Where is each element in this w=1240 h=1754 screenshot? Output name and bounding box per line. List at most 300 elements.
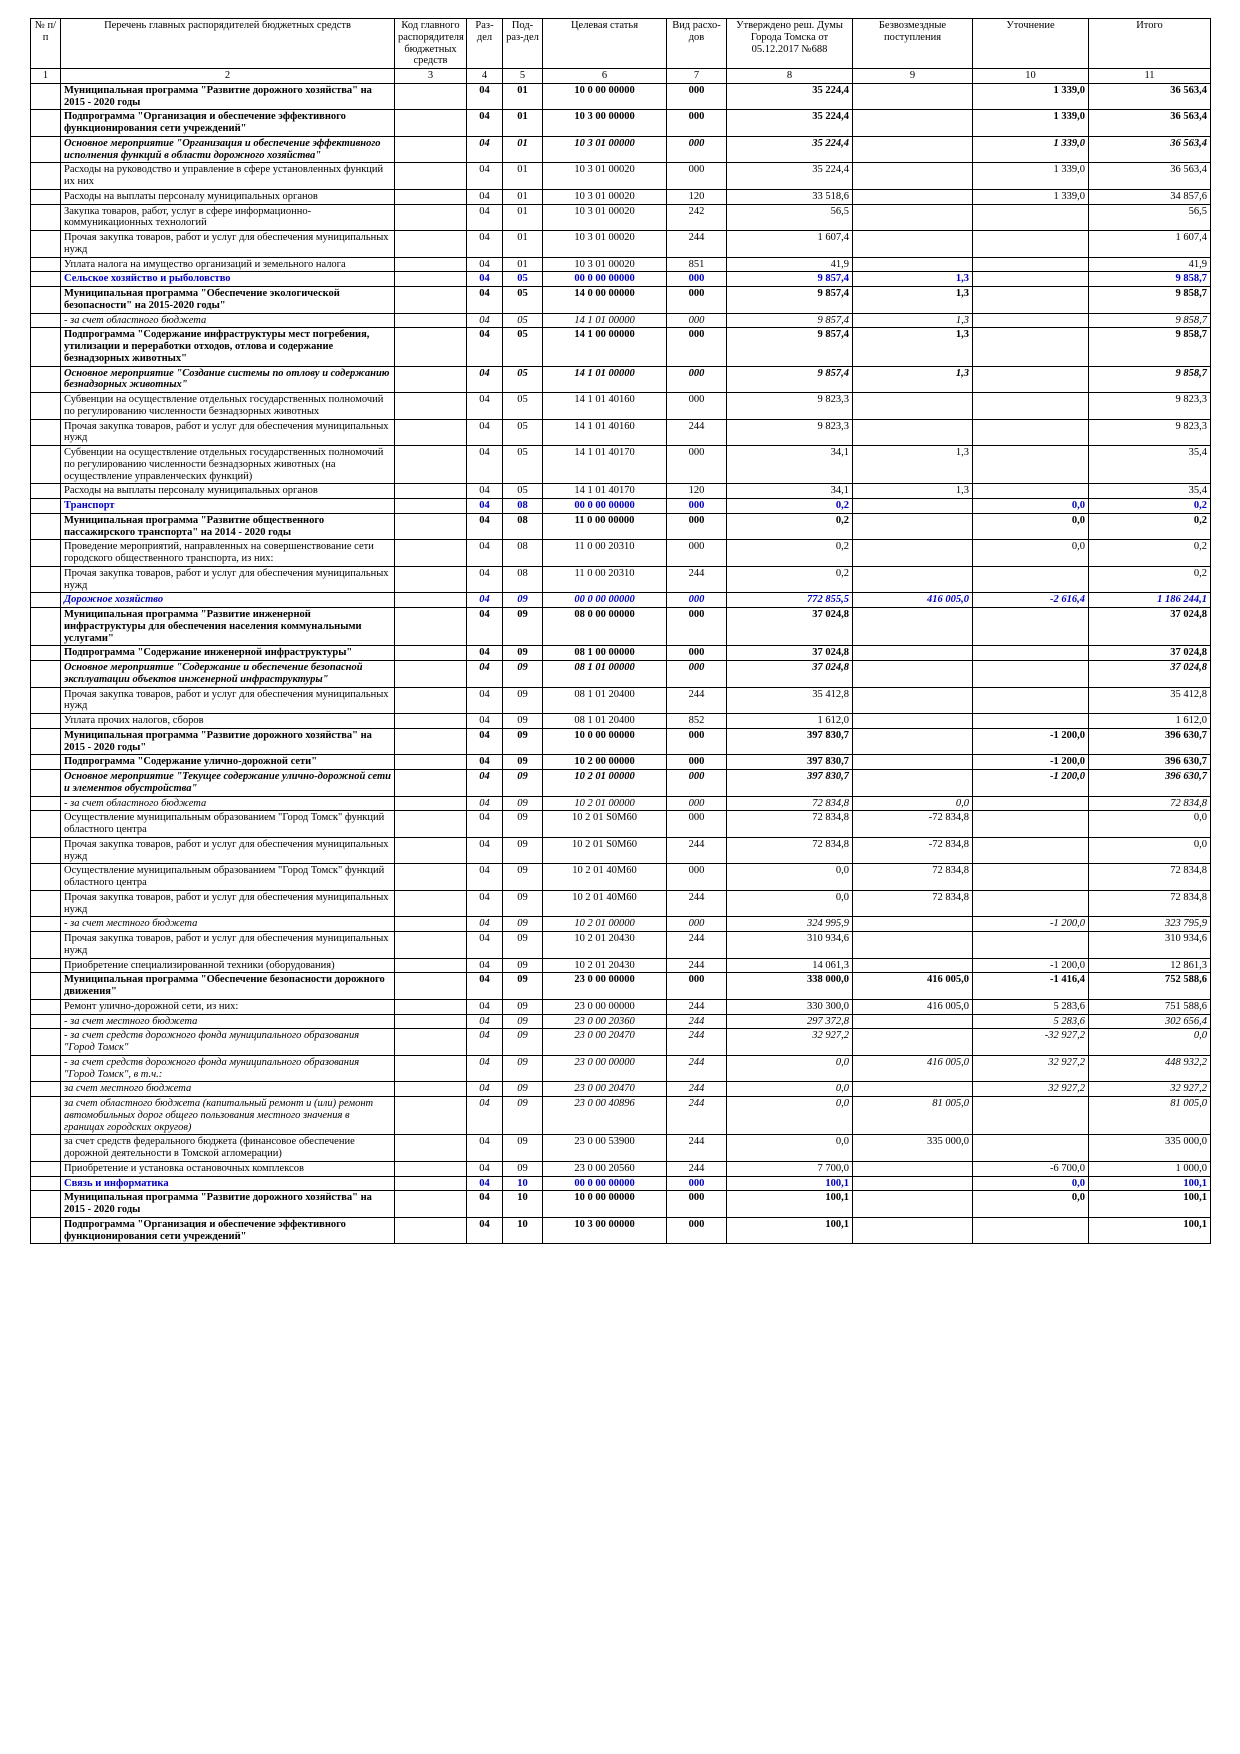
row-number <box>31 1055 61 1082</box>
row-subsection: 05 <box>503 287 543 314</box>
row-admin-code <box>395 811 467 838</box>
row-number <box>31 864 61 891</box>
row-adjustment: -1 200,0 <box>973 728 1089 755</box>
header-target-article: Целевая статья <box>543 19 667 69</box>
table-row <box>31 796 1211 811</box>
row-approved: 37 024,8 <box>727 661 853 688</box>
row-expense-type: 000 <box>667 646 727 661</box>
table-row <box>31 1217 1211 1244</box>
row-number <box>31 1191 61 1218</box>
row-admin-code <box>395 136 467 163</box>
row-subsection: 09 <box>503 1014 543 1029</box>
row-expense-type: 244 <box>667 890 727 917</box>
table-row <box>31 646 1211 661</box>
row-gratuitous <box>853 393 973 420</box>
row-total: 37 024,8 <box>1089 661 1211 688</box>
table-row <box>31 1055 1211 1082</box>
row-target-article: 14 1 01 40160 <box>543 393 667 420</box>
row-expense-type: 244 <box>667 932 727 959</box>
row-admin-code <box>395 1097 467 1135</box>
row-admin-code <box>395 837 467 864</box>
row-adjustment <box>973 272 1089 287</box>
row-adjustment <box>973 932 1089 959</box>
row-approved: 0,0 <box>727 890 853 917</box>
header-admin-code: Код главного распорядителя бюджетных средств <box>395 19 467 69</box>
row-number <box>31 811 61 838</box>
row-label: Основное мероприятие "Содержание и обеспечение безопасной эксплуатации объектов инженерной инфраструктуры" <box>61 661 395 688</box>
row-number <box>31 446 61 484</box>
row-gratuitous <box>853 136 973 163</box>
row-number <box>31 1014 61 1029</box>
row-expense-type: 000 <box>667 499 727 514</box>
row-section: 04 <box>467 257 503 272</box>
row-admin-code <box>395 1161 467 1176</box>
row-admin-code <box>395 328 467 366</box>
row-total: 335 000,0 <box>1089 1135 1211 1162</box>
row-label: Подпрограмма "Содержание улично-дорожной сети" <box>61 755 395 770</box>
row-label: Расходы на руководство и управление в сфере установленных функций их них <box>61 163 395 190</box>
row-gratuitous <box>853 958 973 973</box>
row-label: Подпрограмма "Содержание инфраструктуры мест погребения, утилизации и переработки отходов, отлова и содержание безнадзорных животных" <box>61 328 395 366</box>
row-gratuitous: 1,3 <box>853 287 973 314</box>
row-adjustment <box>973 446 1089 484</box>
row-total: 0,2 <box>1089 540 1211 567</box>
row-subsection: 08 <box>503 513 543 540</box>
row-number <box>31 661 61 688</box>
row-total: 9 823,3 <box>1089 419 1211 446</box>
row-adjustment <box>973 287 1089 314</box>
column-number: 8 <box>727 69 853 84</box>
row-gratuitous: 335 000,0 <box>853 1135 973 1162</box>
row-adjustment <box>973 419 1089 446</box>
row-label: Прочая закупка товаров, работ и услуг для обеспечения муниципальных нужд <box>61 837 395 864</box>
row-number <box>31 973 61 1000</box>
row-section: 04 <box>467 1176 503 1191</box>
row-expense-type: 000 <box>667 755 727 770</box>
row-number <box>31 499 61 514</box>
row-number <box>31 958 61 973</box>
row-subsection: 09 <box>503 796 543 811</box>
row-expense-type: 244 <box>667 837 727 864</box>
row-adjustment: -1 416,4 <box>973 973 1089 1000</box>
row-adjustment <box>973 257 1089 272</box>
table-row <box>31 661 1211 688</box>
row-gratuitous <box>853 714 973 729</box>
row-target-article: 10 3 01 00020 <box>543 163 667 190</box>
row-adjustment: -1 200,0 <box>973 958 1089 973</box>
row-gratuitous <box>853 566 973 593</box>
header-row <box>31 19 1211 69</box>
row-section: 04 <box>467 864 503 891</box>
row-target-article: 23 0 00 20470 <box>543 1029 667 1056</box>
row-total: 752 588,6 <box>1089 973 1211 1000</box>
row-admin-code <box>395 366 467 393</box>
row-section: 04 <box>467 1055 503 1082</box>
row-label: Муниципальная программа "Развитие дорожного хозяйства" на 2015 - 2020 годы" <box>61 728 395 755</box>
row-subsection: 01 <box>503 110 543 137</box>
row-section: 04 <box>467 484 503 499</box>
row-adjustment: 0,0 <box>973 499 1089 514</box>
row-subsection: 01 <box>503 163 543 190</box>
row-gratuitous: 1,3 <box>853 484 973 499</box>
row-adjustment <box>973 837 1089 864</box>
row-number <box>31 1217 61 1244</box>
row-label: Прочая закупка товаров, работ и услуг для обеспечения муниципальных нужд <box>61 932 395 959</box>
row-subsection: 09 <box>503 932 543 959</box>
column-number: 9 <box>853 69 973 84</box>
row-admin-code <box>395 1014 467 1029</box>
row-number <box>31 608 61 646</box>
row-subsection: 09 <box>503 1135 543 1162</box>
row-number <box>31 328 61 366</box>
row-section: 04 <box>467 687 503 714</box>
row-total: 9 858,7 <box>1089 287 1211 314</box>
row-approved: 37 024,8 <box>727 646 853 661</box>
row-total: 35,4 <box>1089 484 1211 499</box>
row-gratuitous <box>853 1176 973 1191</box>
row-adjustment <box>973 1217 1089 1244</box>
row-admin-code <box>395 1055 467 1082</box>
row-expense-type: 000 <box>667 796 727 811</box>
table-row <box>31 446 1211 484</box>
row-gratuitous <box>853 608 973 646</box>
row-section: 04 <box>467 837 503 864</box>
row-subsection: 09 <box>503 661 543 688</box>
row-label: Прочая закупка товаров, работ и услуг для обеспечения муниципальных нужд <box>61 419 395 446</box>
row-expense-type: 000 <box>667 728 727 755</box>
row-label: за счет средств федерального бюджета (финансовое обеспечение дорожной деятельности в Томской агломерации) <box>61 1135 395 1162</box>
row-section: 04 <box>467 1161 503 1176</box>
row-label: Осуществление муниципальным образованием "Город Томск" функций областного центра <box>61 811 395 838</box>
row-admin-code <box>395 204 467 231</box>
row-label: Приобретение специализированной техники (оборудования) <box>61 958 395 973</box>
row-target-article: 08 0 00 00000 <box>543 608 667 646</box>
table-row <box>31 1135 1211 1162</box>
row-adjustment: -32 927,2 <box>973 1029 1089 1056</box>
row-subsection: 05 <box>503 313 543 328</box>
row-approved: 35 224,4 <box>727 163 853 190</box>
row-number <box>31 272 61 287</box>
row-admin-code <box>395 917 467 932</box>
row-admin-code <box>395 687 467 714</box>
row-total: 36 563,4 <box>1089 163 1211 190</box>
column-number-row <box>31 69 1211 84</box>
table-row <box>31 419 1211 446</box>
row-label: Проведение мероприятий, направленных на совершенствование сети городского общественного транспорта, из них: <box>61 540 395 567</box>
row-label: Основное мероприятие "Организация и обеспечение эффективного исполнения функций в области дорожного хозяйства" <box>61 136 395 163</box>
row-expense-type: 000 <box>667 313 727 328</box>
row-subsection: 09 <box>503 958 543 973</box>
row-subsection: 09 <box>503 1161 543 1176</box>
row-target-article: 10 2 01 S0M60 <box>543 811 667 838</box>
row-label: Дорожное хозяйство <box>61 593 395 608</box>
row-total: 35 412,8 <box>1089 687 1211 714</box>
row-admin-code <box>395 1191 467 1218</box>
row-target-article: 14 1 01 40170 <box>543 446 667 484</box>
row-number <box>31 393 61 420</box>
row-total: 0,0 <box>1089 811 1211 838</box>
row-gratuitous <box>853 419 973 446</box>
row-approved: 397 830,7 <box>727 728 853 755</box>
row-adjustment <box>973 661 1089 688</box>
row-admin-code <box>395 999 467 1014</box>
row-approved: 9 857,4 <box>727 287 853 314</box>
row-approved: 0,0 <box>727 1055 853 1082</box>
column-number: 4 <box>467 69 503 84</box>
row-expense-type: 000 <box>667 393 727 420</box>
row-expense-type: 244 <box>667 1014 727 1029</box>
row-target-article: 23 0 00 53900 <box>543 1135 667 1162</box>
table-body <box>31 83 1211 1244</box>
row-number <box>31 204 61 231</box>
row-target-article: 10 0 00 00000 <box>543 83 667 110</box>
column-number: 3 <box>395 69 467 84</box>
row-total: 72 834,8 <box>1089 890 1211 917</box>
row-subsection: 09 <box>503 1082 543 1097</box>
row-section: 04 <box>467 1097 503 1135</box>
row-expense-type: 244 <box>667 1097 727 1135</box>
row-total: 310 934,6 <box>1089 932 1211 959</box>
row-number <box>31 540 61 567</box>
row-subsection: 01 <box>503 231 543 258</box>
row-total: 323 795,9 <box>1089 917 1211 932</box>
row-target-article: 23 0 00 00000 <box>543 1055 667 1082</box>
row-label: Муниципальная программа "Развитие инженерной инфраструктуры для обеспечения населения коммунальными услугами" <box>61 608 395 646</box>
row-section: 04 <box>467 1029 503 1056</box>
row-expense-type: 244 <box>667 1135 727 1162</box>
row-label: - за счет средств дорожного фонда муниципального образования "Город Томск", в т.ч.: <box>61 1055 395 1082</box>
row-admin-code <box>395 513 467 540</box>
row-label: - за счет областного бюджета <box>61 796 395 811</box>
row-label: Муниципальная программа "Развитие дорожного хозяйства" на 2015 - 2020 годы <box>61 83 395 110</box>
row-adjustment: 5 283,6 <box>973 999 1089 1014</box>
row-adjustment: 32 927,2 <box>973 1055 1089 1082</box>
row-approved: 0,0 <box>727 1135 853 1162</box>
row-section: 04 <box>467 566 503 593</box>
row-approved: 32 927,2 <box>727 1029 853 1056</box>
table-row <box>31 540 1211 567</box>
row-total: 1 612,0 <box>1089 714 1211 729</box>
table-row <box>31 1097 1211 1135</box>
row-adjustment <box>973 484 1089 499</box>
row-approved: 9 857,4 <box>727 272 853 287</box>
row-number <box>31 917 61 932</box>
row-subsection: 09 <box>503 755 543 770</box>
row-approved: 35 224,4 <box>727 136 853 163</box>
row-label: Транспорт <box>61 499 395 514</box>
row-gratuitous: 72 834,8 <box>853 890 973 917</box>
row-approved: 1 607,4 <box>727 231 853 258</box>
row-number <box>31 1082 61 1097</box>
row-adjustment <box>973 366 1089 393</box>
table-row <box>31 257 1211 272</box>
row-admin-code <box>395 83 467 110</box>
row-label: Муниципальная программа "Обеспечение безопасности дорожного движения" <box>61 973 395 1000</box>
row-section: 04 <box>467 1217 503 1244</box>
table-row <box>31 714 1211 729</box>
row-approved: 0,0 <box>727 864 853 891</box>
row-admin-code <box>395 593 467 608</box>
row-section: 04 <box>467 1191 503 1218</box>
row-admin-code <box>395 770 467 797</box>
row-number <box>31 714 61 729</box>
header-expense-type: Вид расхо-дов <box>667 19 727 69</box>
row-target-article: 14 1 01 00000 <box>543 313 667 328</box>
row-subsection: 05 <box>503 446 543 484</box>
row-subsection: 09 <box>503 1055 543 1082</box>
row-adjustment <box>973 313 1089 328</box>
row-adjustment: -1 200,0 <box>973 917 1089 932</box>
row-subsection: 09 <box>503 714 543 729</box>
row-total: 396 630,7 <box>1089 770 1211 797</box>
row-gratuitous <box>853 932 973 959</box>
row-number <box>31 83 61 110</box>
row-expense-type: 000 <box>667 1176 727 1191</box>
row-subsection: 05 <box>503 484 543 499</box>
row-expense-type: 000 <box>667 661 727 688</box>
row-subsection: 09 <box>503 770 543 797</box>
row-label: Ремонт улично-дорожной сети, из них: <box>61 999 395 1014</box>
table-row <box>31 917 1211 932</box>
row-subsection: 05 <box>503 272 543 287</box>
row-total: 448 932,2 <box>1089 1055 1211 1082</box>
row-adjustment <box>973 328 1089 366</box>
row-approved: 9 823,3 <box>727 393 853 420</box>
row-number <box>31 287 61 314</box>
row-admin-code <box>395 499 467 514</box>
row-total: 751 588,6 <box>1089 999 1211 1014</box>
row-approved: 72 834,8 <box>727 837 853 864</box>
table-row <box>31 484 1211 499</box>
row-number <box>31 1097 61 1135</box>
row-target-article: 08 1 01 20400 <box>543 687 667 714</box>
row-total: 37 024,8 <box>1089 608 1211 646</box>
row-admin-code <box>395 714 467 729</box>
table-row <box>31 366 1211 393</box>
row-target-article: 00 0 00 00000 <box>543 1176 667 1191</box>
row-number <box>31 513 61 540</box>
row-label: Прочая закупка товаров, работ и услуг для обеспечения муниципальных нужд <box>61 231 395 258</box>
row-subsection: 09 <box>503 973 543 1000</box>
row-total: 0,0 <box>1089 1029 1211 1056</box>
row-target-article: 14 1 01 00000 <box>543 366 667 393</box>
row-gratuitous <box>853 1082 973 1097</box>
row-subsection: 10 <box>503 1191 543 1218</box>
row-expense-type: 000 <box>667 110 727 137</box>
row-approved: 37 024,8 <box>727 608 853 646</box>
table-row <box>31 811 1211 838</box>
header-recipient-list: Перечень главных распорядителей бюджетных средств <box>61 19 395 69</box>
row-admin-code <box>395 755 467 770</box>
table-header <box>31 19 1211 84</box>
row-admin-code <box>395 1217 467 1244</box>
row-label: Приобретение и установка остановочных комплексов <box>61 1161 395 1176</box>
row-approved: 772 855,5 <box>727 593 853 608</box>
row-gratuitous <box>853 1029 973 1056</box>
row-expense-type: 000 <box>667 1191 727 1218</box>
row-total: 9 858,7 <box>1089 272 1211 287</box>
row-admin-code <box>395 973 467 1000</box>
row-expense-type: 000 <box>667 973 727 1000</box>
row-approved: 0,0 <box>727 1097 853 1135</box>
row-target-article: 10 0 00 00000 <box>543 1191 667 1218</box>
row-expense-type: 244 <box>667 1161 727 1176</box>
row-admin-code <box>395 890 467 917</box>
column-number: 1 <box>31 69 61 84</box>
row-adjustment: 5 283,6 <box>973 1014 1089 1029</box>
row-number <box>31 1176 61 1191</box>
row-number <box>31 231 61 258</box>
table-row <box>31 755 1211 770</box>
row-adjustment <box>973 1135 1089 1162</box>
row-expense-type: 000 <box>667 163 727 190</box>
row-adjustment: -6 700,0 <box>973 1161 1089 1176</box>
row-section: 04 <box>467 1014 503 1029</box>
row-approved: 1 612,0 <box>727 714 853 729</box>
row-adjustment <box>973 566 1089 593</box>
column-number: 2 <box>61 69 395 84</box>
row-expense-type: 000 <box>667 593 727 608</box>
table-row <box>31 890 1211 917</box>
row-total: 100,1 <box>1089 1217 1211 1244</box>
row-label: Уплата прочих налогов, сборов <box>61 714 395 729</box>
row-label: Основное мероприятие "Создание системы по отлову и содержанию безнадзорных животных" <box>61 366 395 393</box>
row-admin-code <box>395 419 467 446</box>
row-admin-code <box>395 1029 467 1056</box>
row-section: 04 <box>467 770 503 797</box>
row-admin-code <box>395 864 467 891</box>
row-number <box>31 163 61 190</box>
row-gratuitous <box>853 917 973 932</box>
row-adjustment <box>973 687 1089 714</box>
row-gratuitous: -72 834,8 <box>853 811 973 838</box>
header-gratuitous-receipts: Безвозмездные поступления <box>853 19 973 69</box>
row-approved: 397 830,7 <box>727 770 853 797</box>
row-approved: 9 857,4 <box>727 313 853 328</box>
row-section: 04 <box>467 287 503 314</box>
row-number <box>31 999 61 1014</box>
row-target-article: 14 1 01 40170 <box>543 484 667 499</box>
row-approved: 34,1 <box>727 484 853 499</box>
row-section: 04 <box>467 446 503 484</box>
header-total: Итого <box>1089 19 1211 69</box>
row-gratuitous <box>853 110 973 137</box>
table-row <box>31 189 1211 204</box>
table-row <box>31 313 1211 328</box>
row-target-article: 10 3 01 00020 <box>543 257 667 272</box>
row-target-article: 10 2 00 00000 <box>543 755 667 770</box>
row-target-article: 10 2 01 20430 <box>543 958 667 973</box>
table-row <box>31 204 1211 231</box>
row-section: 04 <box>467 1082 503 1097</box>
row-target-article: 10 3 00 00000 <box>543 110 667 137</box>
row-gratuitous: 1,3 <box>853 272 973 287</box>
row-subsection: 09 <box>503 837 543 864</box>
row-target-article: 10 2 01 20430 <box>543 932 667 959</box>
row-total: 1 186 244,1 <box>1089 593 1211 608</box>
row-label: Расходы на выплаты персоналу муниципальных органов <box>61 484 395 499</box>
row-total: 9 858,7 <box>1089 328 1211 366</box>
row-expense-type: 000 <box>667 446 727 484</box>
row-total: 9 823,3 <box>1089 393 1211 420</box>
row-number <box>31 890 61 917</box>
table-row <box>31 1161 1211 1176</box>
row-target-article: 10 3 01 00020 <box>543 189 667 204</box>
row-label: Связь и информатика <box>61 1176 395 1191</box>
row-admin-code <box>395 661 467 688</box>
row-number <box>31 755 61 770</box>
row-target-article: 11 0 00 20310 <box>543 566 667 593</box>
